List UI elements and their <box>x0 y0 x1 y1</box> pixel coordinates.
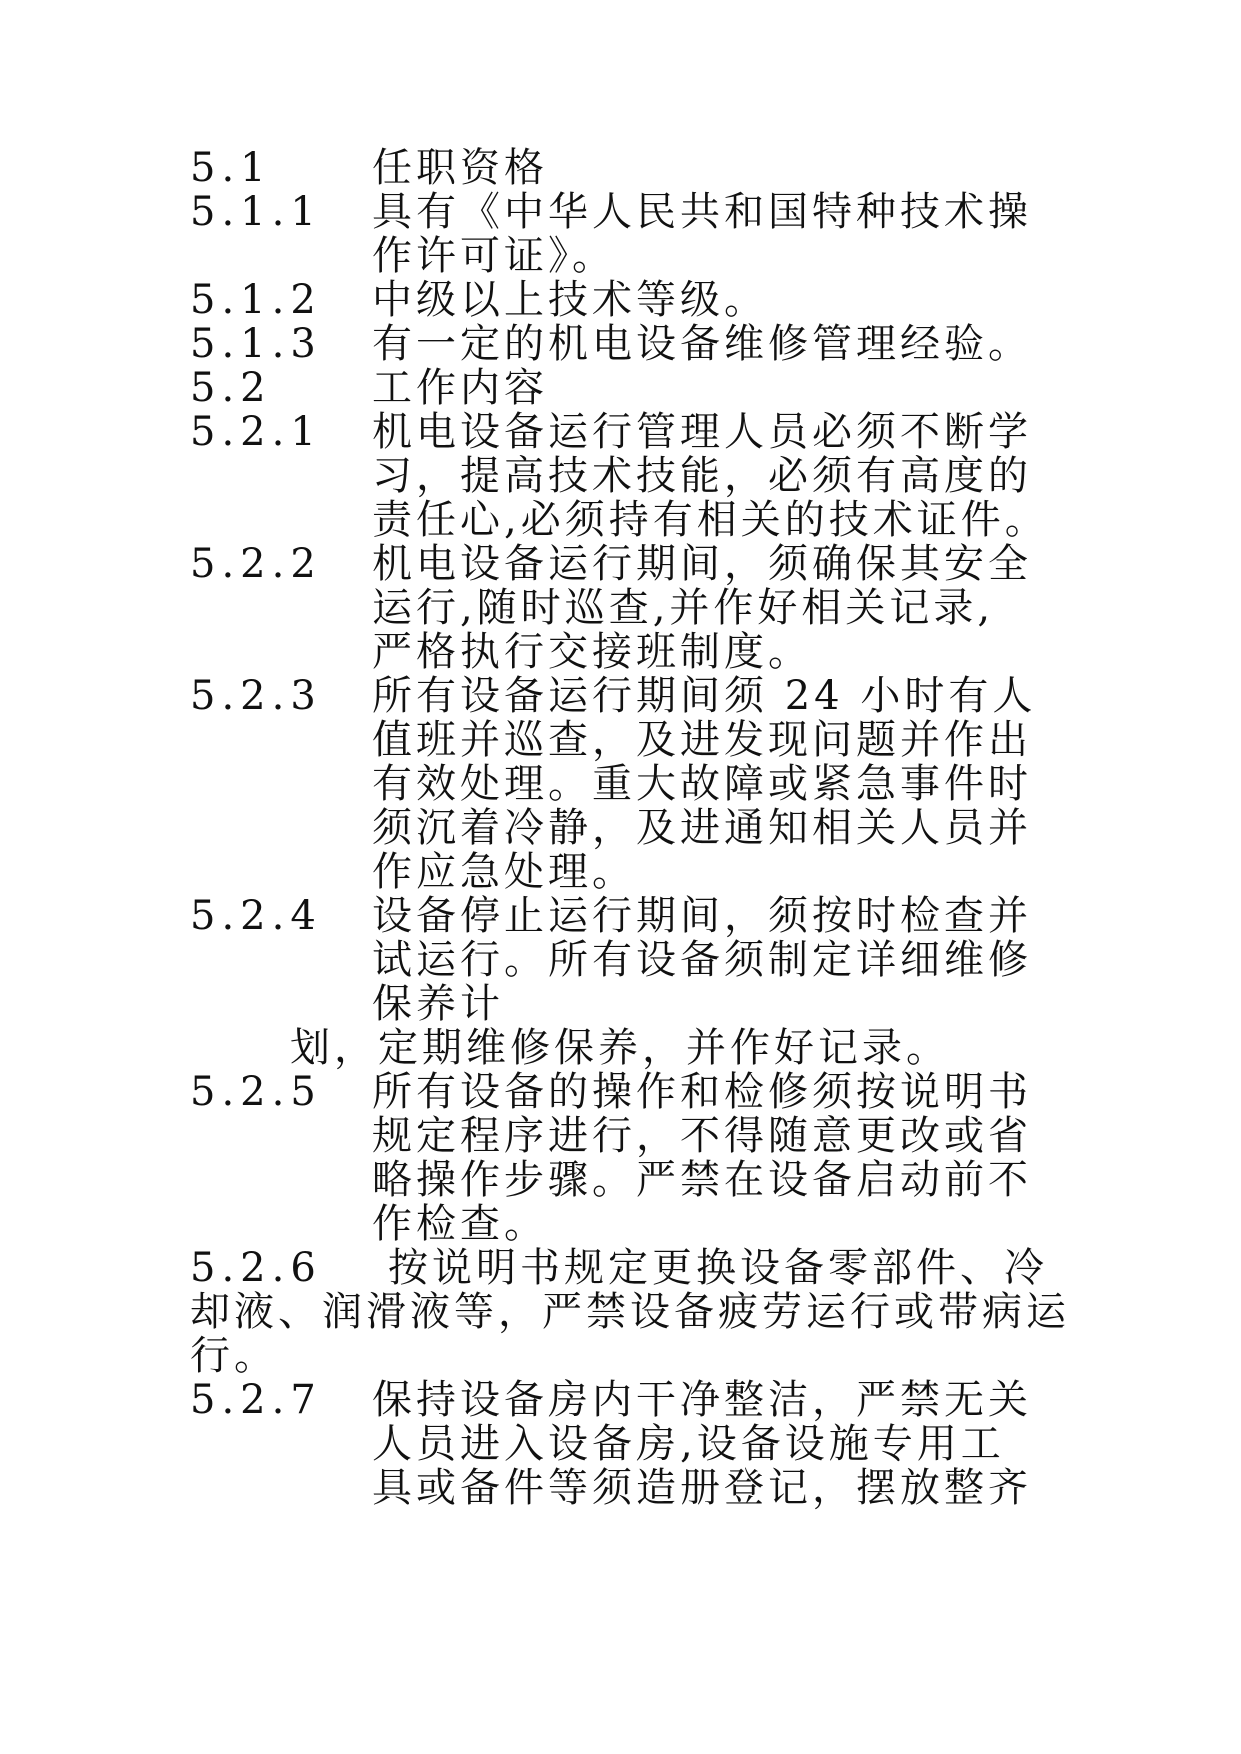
section-5-2-6-cont <box>190 1334 1070 1378</box>
section-text: 严格执行交接班制度。 <box>372 629 812 675</box>
section-text: 作应急处理。 <box>372 849 636 895</box>
section-5-2-3-cont <box>190 806 1070 850</box>
section-number: 5.2.2 <box>190 541 322 587</box>
section-5-2-2-cont <box>190 586 1070 630</box>
section-5-2-3 <box>190 674 1070 718</box>
section-5-2-7-cont <box>190 1422 1070 1466</box>
section-text: 人员进入设备房,设备设施专用工 <box>372 1421 1005 1467</box>
section-text: 须沉着冷静，及进通知相关人员并 <box>372 805 1032 851</box>
section-text: 习，提高技术技能，必须有高度的 <box>372 453 1032 499</box>
section-text: 行。 <box>190 1333 278 1379</box>
section-5-2-5-cont <box>190 1114 1070 1158</box>
section-text: 具有《中华人民共和国特种技术操 <box>372 189 1032 235</box>
section-heading: 工作内容 <box>372 365 548 411</box>
section-heading: 任职资格 <box>372 145 548 191</box>
section-5-2-3-cont <box>190 718 1070 762</box>
section-5-2-1-cont <box>190 498 1070 542</box>
section-5-2-3-cont <box>190 850 1070 894</box>
section-text: 所有设备的操作和检修须按说明书 <box>372 1069 1032 1115</box>
section-5-2-1-cont <box>190 454 1070 498</box>
section-number: 5.2.1 <box>190 409 322 455</box>
section-text: 具或备件等须造册登记，摆放整齐 <box>372 1465 1032 1511</box>
section-number: 5.1.3 <box>190 321 322 367</box>
section-number: 5.1 <box>190 145 272 191</box>
section-text: 试运行。所有设备须制定详细维修 <box>372 937 1032 983</box>
section-5-2-6-cont <box>190 1290 1070 1334</box>
section-text: 中级以上技术等级。 <box>372 277 768 323</box>
section-5-2-5 <box>190 1070 1070 1114</box>
section-5-2-4-cont <box>190 982 1070 1026</box>
section-text: 划，定期维修保养，并作好记录。 <box>290 1025 950 1071</box>
section-5-2-4-hanging <box>190 1026 1070 1070</box>
section-5-2-7-cont <box>190 1466 1070 1510</box>
section-number: 5.1.1 <box>190 189 322 235</box>
section-text: 规定程序进行，不得随意更改或省 <box>372 1113 1032 1159</box>
section-text: 略操作步骤。严禁在设备启动前不 <box>372 1157 1032 1203</box>
section-text: 设备停止运行期间，须按时检查并 <box>372 893 1032 939</box>
section-number: 5.1.2 <box>190 277 322 323</box>
section-number: 5.2.7 <box>190 1377 322 1423</box>
section-text: 保持设备房内干净整洁，严禁无关 <box>372 1377 1032 1423</box>
section-text: 保养计 <box>372 981 504 1027</box>
section-5-2-3-cont <box>190 762 1070 806</box>
section-text: 有效处理。重大故障或紧急事件时 <box>372 761 1032 807</box>
section-number: 5.2.4 <box>190 893 322 939</box>
section-text: 作检查。 <box>372 1201 548 1247</box>
section-number: 5.2 <box>190 365 272 411</box>
section-text: 责任心,必须持有相关的技术证件。 <box>372 497 1049 543</box>
section-text: 机电设备运行管理人员必须不断学 <box>372 409 1032 455</box>
section-5-1-3 <box>190 322 1070 366</box>
document-body <box>190 146 1070 1510</box>
section-5-1 <box>190 146 1070 190</box>
section-5-2-4 <box>190 894 1070 938</box>
section-5-2-1 <box>190 410 1070 454</box>
section-text: 机电设备运行期间，须确保其安全 <box>372 541 1032 587</box>
section-number: 5.2.3 <box>190 673 322 719</box>
section-text: 运行,随时巡查,并作好相关记录, <box>372 585 995 631</box>
section-text: 所有设备运行期间须 24 小时有人 <box>372 673 1037 719</box>
section-5-2-2-cont <box>190 630 1070 674</box>
section-text: 值班并巡查，及进发现问题并作出 <box>372 717 1032 763</box>
section-5-2-5-cont <box>190 1158 1070 1202</box>
section-5-2-7 <box>190 1378 1070 1422</box>
section-number: 5.2.6 <box>190 1245 322 1291</box>
section-5-2-5-cont <box>190 1202 1070 1246</box>
section-5-2-4-cont <box>190 938 1070 982</box>
section-text: 却液、润滑液等，严禁设备疲劳运行或带病运 <box>190 1289 1070 1335</box>
section-text: 作许可证》。 <box>372 233 616 279</box>
section-5-1-1-cont <box>190 234 1070 278</box>
section-text: 按说明书规定更换设备零部件、冷 <box>388 1245 1048 1291</box>
section-5-1-2 <box>190 278 1070 322</box>
section-5-2-6 <box>190 1246 1070 1290</box>
section-number: 5.2.5 <box>190 1069 322 1115</box>
section-5-2-2 <box>190 542 1070 586</box>
section-5-2 <box>190 366 1070 410</box>
section-5-1-1 <box>190 190 1070 234</box>
section-text: 有一定的机电设备维修管理经验。 <box>372 321 1032 367</box>
